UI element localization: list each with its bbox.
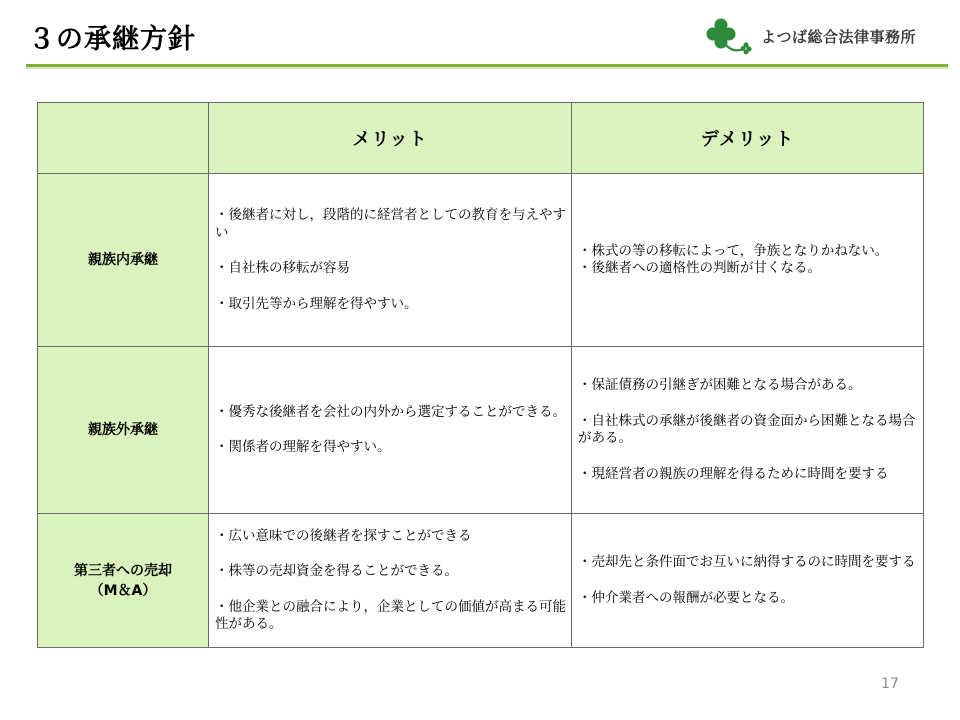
list-item: ・自社株の移転が容易 (215, 260, 350, 276)
title-rule-shadow (26, 67, 948, 69)
page-number: 17 (881, 676, 899, 692)
slide-title: ３の承継方針 (28, 24, 196, 55)
table-row (38, 174, 924, 347)
demerits-cell (572, 174, 924, 347)
row-label-nonfamily-succession (38, 347, 209, 514)
list-item: ・保証債務の引継ぎが困難となる場合がある。 (578, 377, 862, 393)
row-label-text: 親族内承継 (88, 252, 158, 268)
comparison-table (37, 102, 924, 648)
list-item: ・現経営者の親族の理解を得るために時間を要する (578, 465, 889, 482)
table-row (38, 347, 924, 514)
list-item: ・優秀な後継者を会社の内外から選定することができる。 (215, 403, 566, 420)
list-item: ・株等の売却資金を得ることができる。 (215, 563, 458, 579)
row-label-text: 第三者への売却 (74, 562, 172, 579)
demerits-cell (572, 514, 924, 648)
list-item: ・取引先等から理解を得やすい。 (215, 295, 418, 312)
row-label-subtext: （M＆A） (89, 582, 157, 599)
list-item: ・自社株式の承継が後継者の資金面から困難となる場合がある。 (578, 412, 916, 446)
merits-cell (209, 174, 572, 347)
list-item: ・広い意味での後継者を探すことができる (215, 527, 472, 544)
header-corner-cell (38, 103, 209, 174)
list-item: ・後継者への適格性の判断が甘くなる。 (578, 260, 821, 276)
firm-name: よつば総合法律事務所 (761, 28, 917, 46)
merits-cell (209, 514, 572, 648)
row-label-text: 親族外承継 (88, 422, 158, 438)
demerits-cell (572, 347, 924, 514)
table-row (38, 514, 924, 648)
list-item: ・他企業との融合により，企業としての価値が高まる可能性がある。 (215, 598, 566, 632)
table-header-row (38, 103, 924, 174)
row-label-family-succession (38, 174, 209, 347)
list-item: ・仲介業者への報酬が必要となる。 (578, 589, 794, 606)
header-demerits: デメリット (572, 103, 924, 174)
row-label-third-party-sale (38, 514, 209, 648)
merits-cell (209, 347, 572, 514)
header-merits: メリット (209, 103, 572, 174)
list-item: ・株式の等の移転によって，争族となりかねない。 (578, 242, 889, 259)
list-item: ・関係者の理解を得やすい。 (215, 439, 391, 455)
clover-icon (704, 16, 756, 56)
list-item: ・売却先と条件面でお互いに納得するのに時間を要する (578, 554, 916, 570)
firm-logo (704, 14, 944, 58)
list-item: ・後継者に対し，段階的に経営者としての教育を与えやすい (215, 207, 566, 241)
